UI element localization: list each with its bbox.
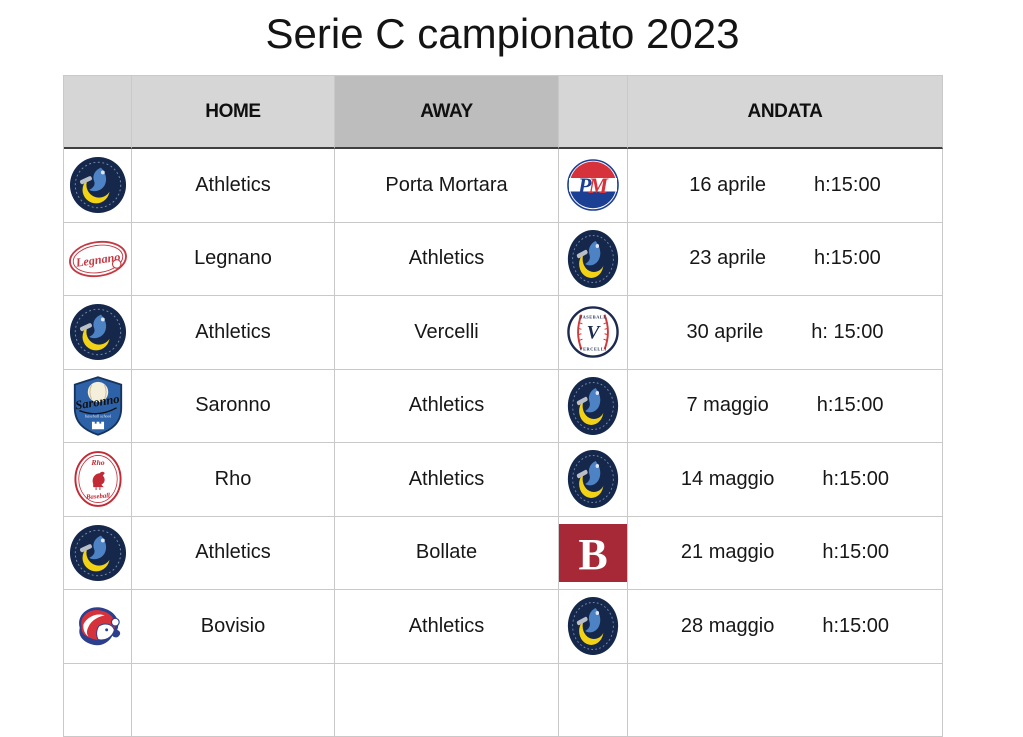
athletics-logo-icon [567, 229, 619, 289]
match-time: h: 15:00 [811, 321, 883, 344]
match-date: 30 aprile [686, 321, 763, 344]
match-time: h:15:00 [817, 394, 884, 417]
andata-cell [628, 443, 943, 517]
away-column-header: AWAY [335, 76, 559, 149]
away-logo-column-header [559, 76, 628, 149]
away-team-name: Vercelli [335, 296, 559, 370]
away-team-name: Athletics [335, 370, 559, 444]
match-date: 14 maggio [681, 468, 774, 491]
away-logo-cell [559, 149, 628, 223]
away-logo-cell [559, 370, 628, 444]
schedule-table [63, 75, 943, 737]
saronno-logo-icon [72, 376, 124, 436]
match-date: 21 maggio [681, 541, 774, 564]
home-logo-cell [64, 517, 132, 591]
away-logo-cell [559, 590, 628, 664]
home-team-name: Bovisio [132, 590, 335, 664]
home-column-header: HOME [132, 76, 335, 149]
home-team-name: Rho [132, 443, 335, 517]
legnano-logo-icon [67, 236, 129, 282]
home-team-name: Athletics [132, 296, 335, 370]
home-team-name: Athletics [132, 517, 335, 591]
home-logo-cell [64, 149, 132, 223]
home-logo-column-header [64, 76, 132, 149]
match-time: h:15:00 [822, 615, 889, 638]
home-team-name: Legnano [132, 223, 335, 297]
home-logo-cell [64, 223, 132, 297]
match-date: 16 aprile [689, 174, 766, 197]
home-logo-cell [64, 370, 132, 444]
away-team-name: Athletics [335, 443, 559, 517]
athletics-logo-icon [567, 449, 619, 509]
porta-mortara-logo-icon [567, 159, 619, 211]
andata-cell [628, 664, 943, 737]
away-logo-cell [559, 517, 628, 591]
away-team-name: Athletics [335, 223, 559, 297]
away-team-name [335, 664, 559, 737]
match-date: 7 maggio [686, 394, 768, 417]
home-logo-cell [64, 443, 132, 517]
away-logo-cell [559, 296, 628, 370]
andata-cell [628, 517, 943, 591]
andata-cell [628, 223, 943, 297]
match-time: h:15:00 [814, 247, 881, 270]
andata-cell [628, 590, 943, 664]
home-team-name [132, 664, 335, 737]
away-team-name: Porta Mortara [335, 149, 559, 223]
away-logo-cell [559, 443, 628, 517]
home-logo-cell [64, 296, 132, 370]
athletics-logo-icon [69, 524, 127, 582]
match-date: 28 maggio [681, 615, 774, 638]
athletics-logo-icon [69, 156, 127, 214]
andata-cell [628, 370, 943, 444]
andata-column-header: ANDATA [628, 76, 943, 149]
bollate-logo-icon [559, 524, 627, 582]
home-team-name: Athletics [132, 149, 335, 223]
match-time: h:15:00 [822, 468, 889, 491]
athletics-logo-icon [567, 596, 619, 656]
athletics-logo-icon [567, 376, 619, 436]
andata-cell [628, 296, 943, 370]
away-logo-cell [559, 223, 628, 297]
andata-cell [628, 149, 943, 223]
match-time: h:15:00 [814, 174, 881, 197]
rho-logo-icon [73, 450, 123, 508]
away-team-name: Athletics [335, 590, 559, 664]
home-logo-cell [64, 590, 132, 664]
match-time: h:15:00 [822, 541, 889, 564]
page-title: Serie C campionato 2023 [63, 10, 942, 58]
match-date: 23 aprile [689, 247, 766, 270]
athletics-logo-icon [69, 303, 127, 361]
away-logo-cell [559, 664, 628, 737]
bovisio-logo-icon [69, 601, 127, 651]
home-team-name: Saronno [132, 370, 335, 444]
home-logo-cell [64, 664, 132, 737]
away-team-name: Bollate [335, 517, 559, 591]
vercelli-logo-icon [567, 306, 619, 358]
